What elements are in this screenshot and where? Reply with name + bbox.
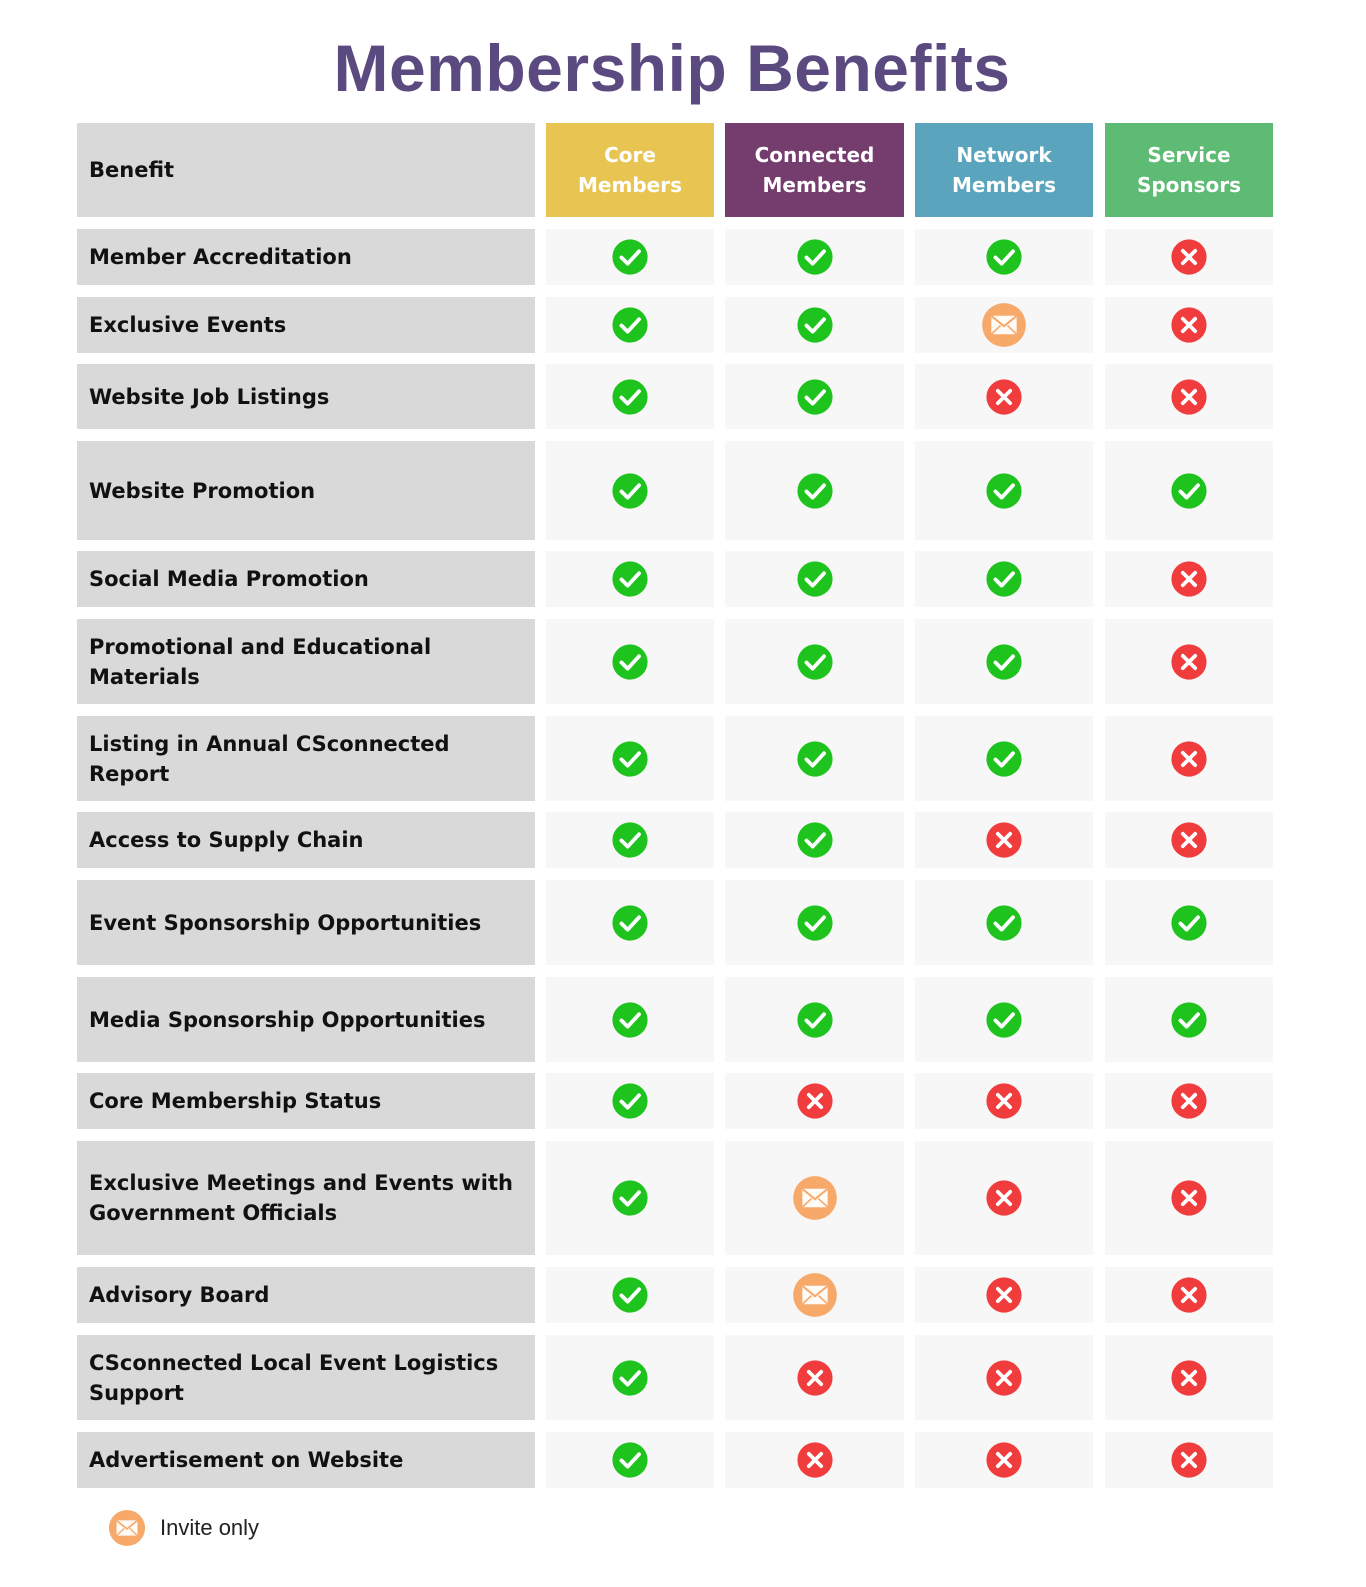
check-icon bbox=[611, 821, 649, 859]
status-cell bbox=[1105, 1432, 1273, 1488]
check-icon bbox=[611, 472, 649, 510]
cross-icon bbox=[1170, 306, 1208, 344]
column-header-core-members: Core Members bbox=[546, 123, 714, 217]
benefit-label: Advisory Board bbox=[77, 1267, 535, 1323]
status-cell bbox=[1105, 1073, 1273, 1129]
status-cell bbox=[1105, 619, 1273, 704]
status-cell bbox=[1105, 441, 1273, 540]
cross-icon bbox=[1170, 643, 1208, 681]
status-cell bbox=[546, 551, 714, 607]
legend-label: Invite only bbox=[160, 1515, 260, 1540]
cross-icon bbox=[985, 1441, 1023, 1479]
status-cell bbox=[725, 977, 904, 1062]
status-cell bbox=[1105, 812, 1273, 868]
column-header-network-members: Network Members bbox=[915, 123, 1093, 217]
benefit-label: Website Job Listings bbox=[77, 364, 535, 429]
page-title: Membership Benefits bbox=[333, 31, 1011, 105]
check-icon bbox=[611, 238, 649, 276]
status-cell bbox=[725, 297, 904, 353]
benefit-label: Media Sponsorship Opportunities bbox=[77, 977, 535, 1062]
status-cell bbox=[725, 716, 904, 801]
status-cell bbox=[915, 880, 1093, 965]
check-icon bbox=[796, 643, 834, 681]
check-icon bbox=[985, 643, 1023, 681]
check-icon bbox=[1170, 472, 1208, 510]
status-cell bbox=[725, 1432, 904, 1488]
cross-icon bbox=[985, 1082, 1023, 1120]
check-icon bbox=[611, 378, 649, 416]
status-cell bbox=[1105, 364, 1273, 429]
check-icon bbox=[985, 560, 1023, 598]
benefit-label: Website Promotion bbox=[77, 441, 535, 540]
envelope-icon bbox=[792, 1272, 838, 1318]
status-cell bbox=[915, 229, 1093, 285]
check-icon bbox=[611, 740, 649, 778]
status-cell bbox=[546, 1141, 714, 1255]
invite-envelope-icon bbox=[108, 1509, 146, 1547]
status-cell bbox=[915, 977, 1093, 1062]
cross-icon bbox=[796, 1441, 834, 1479]
status-cell bbox=[915, 1141, 1093, 1255]
column-header-benefit: Benefit bbox=[77, 123, 535, 217]
check-icon bbox=[611, 1179, 649, 1217]
cross-icon bbox=[985, 1359, 1023, 1397]
cross-icon bbox=[985, 1179, 1023, 1217]
cross-icon bbox=[1170, 238, 1208, 276]
benefit-label: Member Accreditation bbox=[77, 229, 535, 285]
benefit-label: Exclusive Events bbox=[77, 297, 535, 353]
status-cell bbox=[546, 1335, 714, 1420]
column-header-service-sponsors: Service Sponsors bbox=[1105, 123, 1273, 217]
check-icon bbox=[985, 238, 1023, 276]
status-cell bbox=[1105, 551, 1273, 607]
check-icon bbox=[1170, 904, 1208, 942]
status-cell bbox=[1105, 1267, 1273, 1323]
cross-icon bbox=[796, 1082, 834, 1120]
status-cell bbox=[725, 1335, 904, 1420]
status-cell bbox=[1105, 977, 1273, 1062]
check-icon bbox=[611, 1082, 649, 1120]
status-cell bbox=[546, 977, 714, 1062]
cross-icon bbox=[1170, 1441, 1208, 1479]
check-icon bbox=[796, 560, 834, 598]
check-icon bbox=[796, 904, 834, 942]
benefit-label: Promotional and Educational Materials bbox=[77, 619, 535, 704]
check-icon bbox=[611, 1001, 649, 1039]
status-cell bbox=[725, 551, 904, 607]
status-cell bbox=[546, 364, 714, 429]
status-cell bbox=[915, 716, 1093, 801]
cross-icon bbox=[1170, 1082, 1208, 1120]
status-cell bbox=[725, 812, 904, 868]
cross-icon bbox=[1170, 821, 1208, 859]
cross-icon bbox=[796, 1359, 834, 1397]
status-cell bbox=[1105, 1141, 1273, 1255]
column-header-connected-members: Connected Members bbox=[725, 123, 904, 217]
envelope-icon bbox=[792, 1175, 838, 1221]
benefit-label: Listing in Annual CSconnected Report bbox=[77, 716, 535, 801]
status-cell bbox=[725, 229, 904, 285]
benefit-label: Access to Supply Chain bbox=[77, 812, 535, 868]
status-cell bbox=[725, 880, 904, 965]
status-cell bbox=[915, 812, 1093, 868]
check-icon bbox=[611, 306, 649, 344]
status-cell bbox=[725, 1141, 904, 1255]
status-cell bbox=[725, 441, 904, 540]
check-icon bbox=[611, 1276, 649, 1314]
status-cell bbox=[1105, 229, 1273, 285]
status-cell bbox=[725, 1073, 904, 1129]
benefit-label: Advertisement on Website bbox=[77, 1432, 535, 1488]
cross-icon bbox=[1170, 1179, 1208, 1217]
check-icon bbox=[796, 1001, 834, 1039]
status-cell bbox=[546, 297, 714, 353]
check-icon bbox=[796, 472, 834, 510]
cross-icon bbox=[1170, 560, 1208, 598]
check-icon bbox=[985, 1001, 1023, 1039]
benefit-label: CSconnected Local Event Logistics Support bbox=[77, 1335, 535, 1420]
check-icon bbox=[985, 740, 1023, 778]
benefit-label: Exclusive Meetings and Events with Government Officials bbox=[77, 1141, 535, 1255]
benefit-label: Social Media Promotion bbox=[77, 551, 535, 607]
cross-icon bbox=[985, 821, 1023, 859]
check-icon bbox=[611, 643, 649, 681]
check-icon bbox=[796, 821, 834, 859]
status-cell bbox=[915, 1335, 1093, 1420]
check-icon bbox=[611, 904, 649, 942]
cross-icon bbox=[985, 378, 1023, 416]
status-cell bbox=[546, 880, 714, 965]
status-cell bbox=[725, 1267, 904, 1323]
check-icon bbox=[985, 904, 1023, 942]
status-cell bbox=[915, 297, 1093, 353]
check-icon bbox=[985, 472, 1023, 510]
status-cell bbox=[546, 441, 714, 540]
status-cell bbox=[1105, 297, 1273, 353]
cross-icon bbox=[1170, 1276, 1208, 1314]
status-cell bbox=[546, 716, 714, 801]
check-icon bbox=[796, 238, 834, 276]
check-icon bbox=[611, 1441, 649, 1479]
status-cell bbox=[725, 619, 904, 704]
check-icon bbox=[1170, 1001, 1208, 1039]
status-cell bbox=[546, 1432, 714, 1488]
status-cell bbox=[1105, 880, 1273, 965]
status-cell bbox=[546, 1267, 714, 1323]
status-cell bbox=[915, 1073, 1093, 1129]
status-cell bbox=[546, 1073, 714, 1129]
status-cell bbox=[546, 619, 714, 704]
check-icon bbox=[611, 560, 649, 598]
envelope-icon bbox=[981, 302, 1027, 348]
status-cell bbox=[725, 364, 904, 429]
status-cell bbox=[915, 1432, 1093, 1488]
status-cell bbox=[915, 619, 1093, 704]
benefit-label: Core Membership Status bbox=[77, 1073, 535, 1129]
cross-icon bbox=[1170, 1359, 1208, 1397]
check-icon bbox=[611, 1359, 649, 1397]
status-cell bbox=[546, 229, 714, 285]
cross-icon bbox=[1170, 378, 1208, 416]
cross-icon bbox=[985, 1276, 1023, 1314]
status-cell bbox=[915, 364, 1093, 429]
status-cell bbox=[1105, 1335, 1273, 1420]
check-icon bbox=[796, 306, 834, 344]
legend bbox=[108, 1509, 259, 1547]
status-cell bbox=[915, 551, 1093, 607]
check-icon bbox=[796, 740, 834, 778]
status-cell bbox=[915, 441, 1093, 540]
status-cell bbox=[1105, 716, 1273, 801]
check-icon bbox=[796, 378, 834, 416]
benefit-label: Event Sponsorship Opportunities bbox=[77, 880, 535, 965]
cross-icon bbox=[1170, 740, 1208, 778]
status-cell bbox=[915, 1267, 1093, 1323]
status-cell bbox=[546, 812, 714, 868]
